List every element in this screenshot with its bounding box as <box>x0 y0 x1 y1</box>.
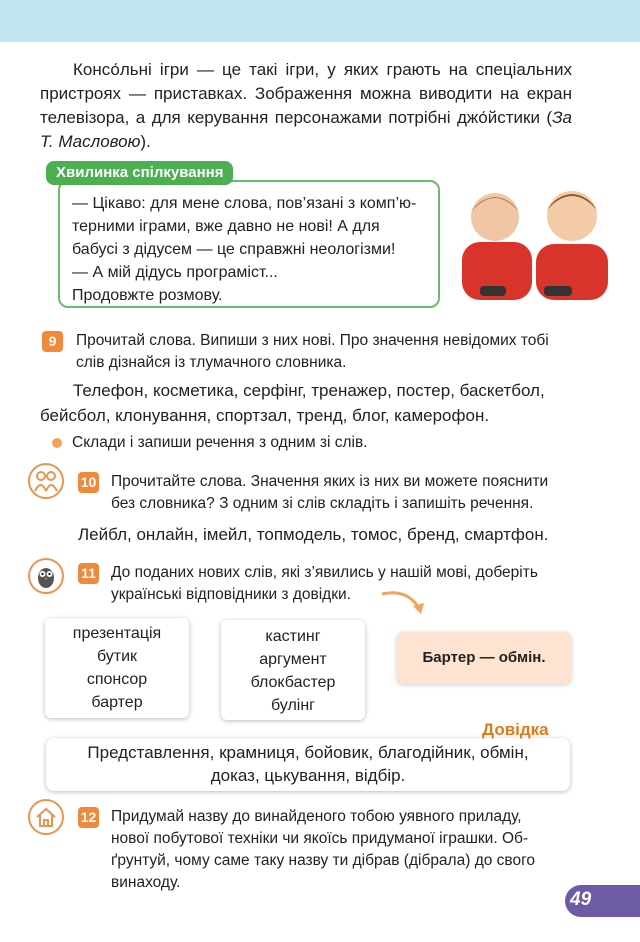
task-10-text: Прочитайте слова. Значення яких із них ви можете пояснити без словника? З одним зі слів складіть і запишіть речення. <box>111 473 549 512</box>
task-9-words: Телефон, косметика, серфінг, тренажер, постер, баскетбол, бейсбол, клонування, спортзал, тренд, блог, камерофон. <box>40 381 545 425</box>
words-card-1: презентація бутик спонсор бартер <box>45 618 189 718</box>
source-citation: За Т. Масловою <box>40 108 572 151</box>
curved-arrow-icon <box>380 588 430 618</box>
task-9-bullet-text: Склади і запиши речення з одним зі слів. <box>72 434 368 451</box>
conversation-box: — Цікаво: для мене слова, пов’язані з комп’ю- терними іграми, вже давно не нові! А для бабусі з дідусем — це справжні неологізми! — А мій дідусь програміст... Продовжте розмову. <box>58 180 440 308</box>
home-task-icon <box>28 799 64 835</box>
top-band <box>0 0 640 42</box>
task-11-text: До поданих нових слів, які з’явились у нашій мові, доберіть українські відповідники з довідки. <box>111 564 538 603</box>
owl-icon <box>28 558 64 594</box>
task-10-number: 10 <box>78 472 99 493</box>
reference-box: Представлення, крамниця, бойовик, благодійник, обмін, доказ, цькування, відбір. <box>46 738 570 791</box>
kids-playing-illustration <box>460 182 610 302</box>
reference-label: Довідка <box>482 720 549 739</box>
sample-answer-card: Бартер — обмін. <box>397 632 571 684</box>
task-9-number: 9 <box>42 331 63 352</box>
intro-paragraph: Консо́льні ігри — це такі ігри, у яких грають на спеціальних пристроях — приставках. Зображення можна виводити на екран телевізора, а для керування персонажами потрібні джо́йстики (За Т. Масловою). <box>40 60 572 151</box>
task-9-text: Прочитай слова. Випиши з них нові. Про значення невідомих тобі слів дізнайся із тлумачного словника. <box>76 332 549 371</box>
task-11-number: 11 <box>78 563 99 584</box>
page-number: 49 <box>570 889 592 910</box>
conversation-label: Хвилинка спілкування <box>46 161 233 185</box>
bullet-dot <box>52 438 62 448</box>
words-card-2: кастинг аргумент блокбастер булінг <box>221 620 365 720</box>
task-10-words: Лейбл, онлайн, імейл, топмодель, томос, бренд, смартфон. <box>78 525 549 544</box>
task-12-number: 12 <box>78 807 99 828</box>
task-12-text: Придумай назву до винайденого тобою уявного приладу, нової побутової техніки чи якоїсь придуманої іграшки. Об- ґрунтуй, чому саме таку назву ти дібрав (дібрала) до свого винаходу. <box>111 808 536 891</box>
pair-work-icon <box>28 463 64 499</box>
